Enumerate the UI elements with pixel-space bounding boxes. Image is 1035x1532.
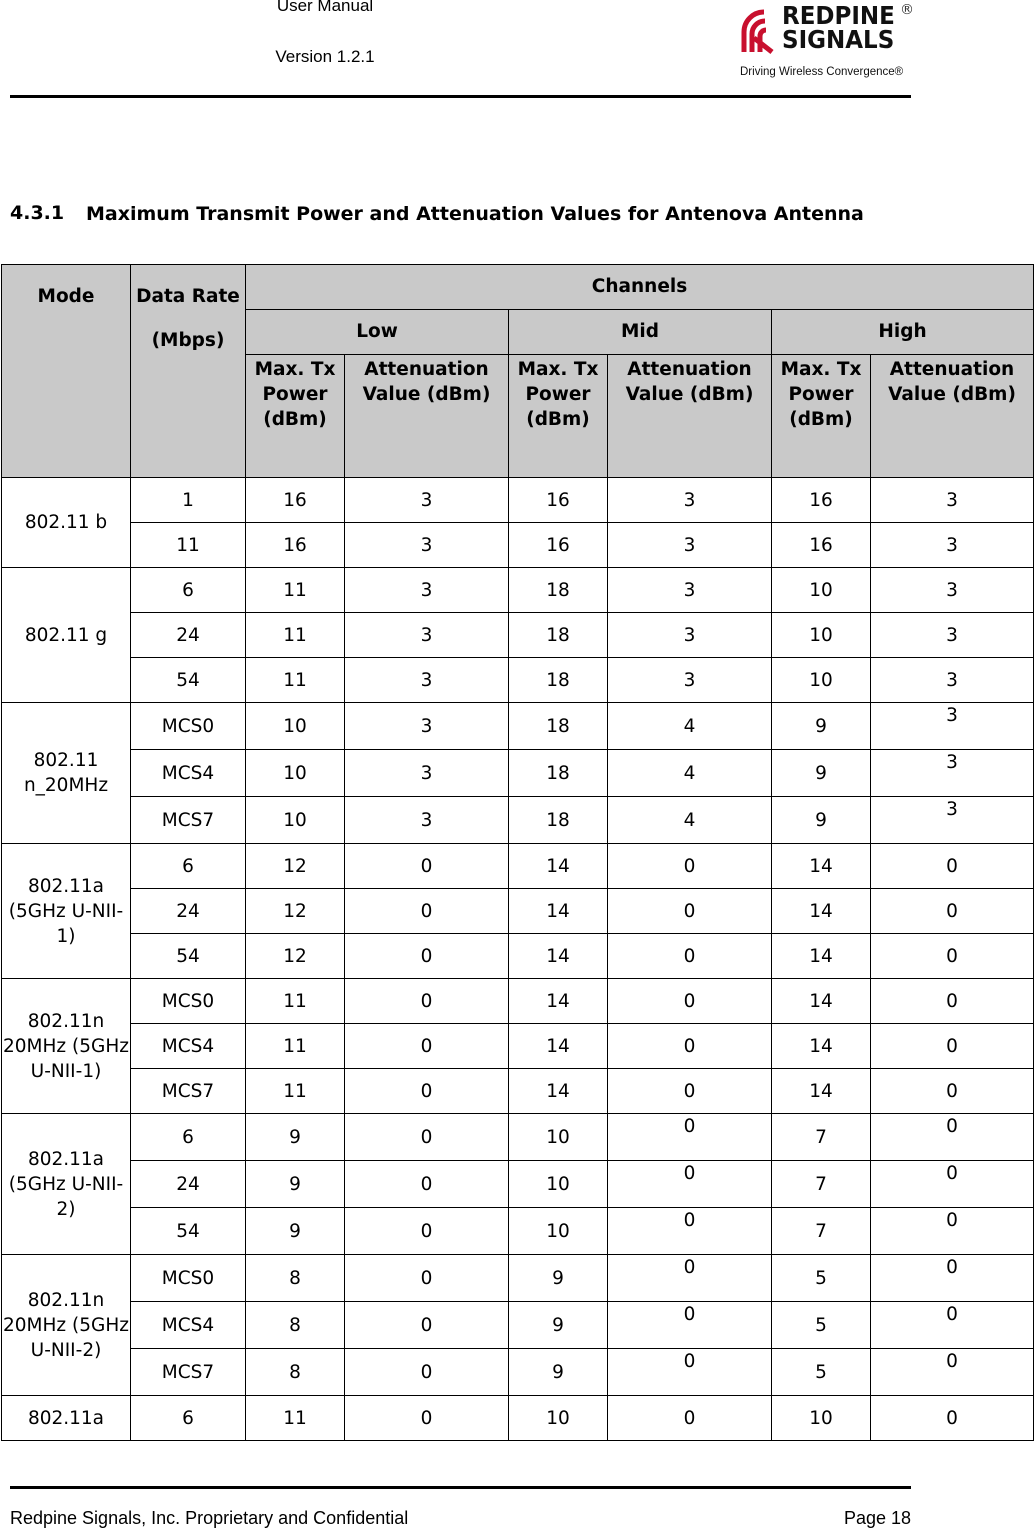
data-rate-cell: MCS4: [131, 1024, 246, 1069]
data-rate-cell: MCS7: [131, 1349, 246, 1396]
mode-cell: 802.11a (5GHz U-NII-2): [2, 1114, 131, 1255]
mid-attenuation-cell: 0: [608, 934, 772, 979]
high-power-cell: 14: [772, 979, 871, 1024]
high-power-cell: 14: [772, 844, 871, 889]
low-power-cell: 16: [246, 478, 345, 523]
table-body: [2, 478, 1034, 1441]
high-attenuation-cell: 3: [871, 478, 1034, 523]
data-rate-cell: MCS4: [131, 1302, 246, 1349]
high-attenuation-cell: 3: [871, 797, 1034, 844]
doc-version: Version 1.2.1: [275, 47, 375, 66]
mid-attenuation-cell: 0: [608, 1302, 772, 1349]
table-row: [2, 658, 1034, 703]
table-row: [2, 1114, 1034, 1161]
low-power-cell: 10: [246, 750, 345, 797]
mid-power-cell: 18: [509, 613, 608, 658]
mid-power-cell: 14: [509, 844, 608, 889]
logo-tagline: Driving Wireless Convergence®: [740, 66, 904, 78]
table-row: [2, 979, 1034, 1024]
high-power-cell: 14: [772, 889, 871, 934]
data-rate-cell: 54: [131, 1208, 246, 1255]
table-row: [2, 523, 1034, 568]
mid-power-cell: 14: [509, 934, 608, 979]
low-power-cell: 9: [246, 1208, 345, 1255]
col-header-low-attenuation: Attenuation Value (dBm): [345, 355, 509, 478]
high-power-cell: 7: [772, 1161, 871, 1208]
mid-attenuation-cell: 0: [608, 844, 772, 889]
data-rate-cell: 6: [131, 1396, 246, 1441]
mid-attenuation-cell: 3: [608, 658, 772, 703]
mid-power-cell: 14: [509, 889, 608, 934]
low-power-cell: 12: [246, 934, 345, 979]
high-power-cell: 7: [772, 1208, 871, 1255]
mode-cell: 802.11a: [2, 1396, 131, 1441]
low-attenuation-cell: 3: [345, 478, 509, 523]
mid-attenuation-cell: 0: [608, 1114, 772, 1161]
low-attenuation-cell: 3: [345, 703, 509, 750]
table-row: [2, 797, 1034, 844]
low-attenuation-cell: 0: [345, 934, 509, 979]
mid-attenuation-cell: 4: [608, 797, 772, 844]
low-attenuation-cell: 0: [345, 1396, 509, 1441]
table-row: [2, 934, 1034, 979]
table-row: [2, 1208, 1034, 1255]
mid-attenuation-cell: 0: [608, 1349, 772, 1396]
data-rate-cell: 6: [131, 568, 246, 613]
mid-attenuation-cell: 0: [608, 1161, 772, 1208]
col-header-low-power: Max. Tx Power (dBm): [246, 355, 345, 478]
high-power-cell: 16: [772, 478, 871, 523]
high-power-cell: 9: [772, 703, 871, 750]
mid-power-cell: 18: [509, 703, 608, 750]
low-power-cell: 8: [246, 1255, 345, 1302]
table-row: [2, 1161, 1034, 1208]
mid-attenuation-cell: 0: [608, 1208, 772, 1255]
high-power-cell: 10: [772, 658, 871, 703]
low-power-cell: 9: [246, 1114, 345, 1161]
col-header-data-rate: Data Rate (Mbps): [131, 265, 246, 478]
low-power-cell: 9: [246, 1161, 345, 1208]
mid-power-cell: 18: [509, 750, 608, 797]
mid-attenuation-cell: 0: [608, 889, 772, 934]
section-title: Maximum Transmit Power and Attenuation Values for Antenova Antenna: [86, 203, 864, 225]
mid-attenuation-cell: 0: [608, 1024, 772, 1069]
table-row: [2, 1349, 1034, 1396]
low-attenuation-cell: 3: [345, 658, 509, 703]
section-number: 4.3.1: [10, 202, 65, 224]
data-rate-cell: 6: [131, 844, 246, 889]
data-rate-cell: MCS0: [131, 703, 246, 750]
table-row: [2, 750, 1034, 797]
low-power-cell: 11: [246, 568, 345, 613]
high-power-cell: 9: [772, 750, 871, 797]
mid-power-cell: 10: [509, 1208, 608, 1255]
data-rate-cell: MCS0: [131, 1255, 246, 1302]
mode-cell: 802.11 g: [2, 568, 131, 703]
col-header-low: Low: [246, 310, 509, 355]
high-attenuation-cell: 3: [871, 750, 1034, 797]
table-row: [2, 568, 1034, 613]
high-attenuation-cell: 0: [871, 934, 1034, 979]
table-row: [2, 1024, 1034, 1069]
footer-rule: [10, 1486, 911, 1489]
high-attenuation-cell: 0: [871, 1396, 1034, 1441]
high-power-cell: 10: [772, 1396, 871, 1441]
high-attenuation-cell: 3: [871, 658, 1034, 703]
high-power-cell: 7: [772, 1114, 871, 1161]
low-attenuation-cell: 0: [345, 1302, 509, 1349]
high-power-cell: 5: [772, 1302, 871, 1349]
col-header-channels: Channels: [246, 265, 1034, 310]
mid-power-cell: 10: [509, 1161, 608, 1208]
high-power-cell: 10: [772, 613, 871, 658]
mid-power-cell: 10: [509, 1396, 608, 1441]
low-attenuation-cell: 0: [345, 844, 509, 889]
high-attenuation-cell: 3: [871, 613, 1034, 658]
mid-power-cell: 18: [509, 658, 608, 703]
high-attenuation-cell: 0: [871, 1208, 1034, 1255]
high-power-cell: 9: [772, 797, 871, 844]
low-attenuation-cell: 0: [345, 1255, 509, 1302]
high-attenuation-cell: 0: [871, 979, 1034, 1024]
mid-power-cell: 14: [509, 1069, 608, 1114]
data-rate-cell: MCS0: [131, 979, 246, 1024]
high-attenuation-cell: 3: [871, 703, 1034, 750]
mid-attenuation-cell: 0: [608, 1255, 772, 1302]
mid-power-cell: 10: [509, 1114, 608, 1161]
mid-attenuation-cell: 0: [608, 1396, 772, 1441]
low-power-cell: 12: [246, 889, 345, 934]
high-attenuation-cell: 0: [871, 1024, 1034, 1069]
company-logo: [740, 1, 915, 82]
page-number: Page 18: [843, 1508, 911, 1528]
low-attenuation-cell: 0: [345, 979, 509, 1024]
header-rule: [10, 95, 911, 98]
high-attenuation-cell: 0: [871, 1161, 1034, 1208]
low-attenuation-cell: 3: [345, 523, 509, 568]
high-power-cell: 14: [772, 934, 871, 979]
mid-attenuation-cell: 0: [608, 1069, 772, 1114]
mid-attenuation-cell: 3: [608, 523, 772, 568]
high-power-cell: 10: [772, 568, 871, 613]
col-header-high: High: [772, 310, 1034, 355]
high-attenuation-cell: 3: [871, 523, 1034, 568]
mode-cell: 802.11 b: [2, 478, 131, 568]
high-attenuation-cell: 0: [871, 844, 1034, 889]
low-power-cell: 8: [246, 1302, 345, 1349]
data-rate-cell: MCS4: [131, 750, 246, 797]
doc-title: User Manual: [276, 0, 374, 15]
low-power-cell: 10: [246, 703, 345, 750]
mid-attenuation-cell: 4: [608, 703, 772, 750]
data-rate-cell: 11: [131, 523, 246, 568]
low-power-cell: 8: [246, 1349, 345, 1396]
low-attenuation-cell: 3: [345, 797, 509, 844]
data-rate-cell: 24: [131, 613, 246, 658]
data-rate-cell: 24: [131, 1161, 246, 1208]
data-rate-cell: MCS7: [131, 797, 246, 844]
high-attenuation-cell: 0: [871, 889, 1034, 934]
high-attenuation-cell: 0: [871, 1349, 1034, 1396]
mid-attenuation-cell: 3: [608, 568, 772, 613]
low-power-cell: 11: [246, 1069, 345, 1114]
high-power-cell: 14: [772, 1069, 871, 1114]
mode-cell: 802.11 n_20MHz: [2, 703, 131, 844]
col-header-mid-power: Max. Tx Power (dBm): [509, 355, 608, 478]
high-power-cell: 14: [772, 1024, 871, 1069]
low-power-cell: 10: [246, 797, 345, 844]
table-row: [2, 889, 1034, 934]
mid-attenuation-cell: 3: [608, 478, 772, 523]
mid-power-cell: 9: [509, 1302, 608, 1349]
high-power-cell: 5: [772, 1255, 871, 1302]
mid-power-cell: 18: [509, 568, 608, 613]
low-attenuation-cell: 0: [345, 1024, 509, 1069]
mid-attenuation-cell: 0: [608, 979, 772, 1024]
low-power-cell: 12: [246, 844, 345, 889]
mid-power-cell: 14: [509, 1024, 608, 1069]
high-attenuation-cell: 0: [871, 1302, 1034, 1349]
col-header-high-power: Max. Tx Power (dBm): [772, 355, 871, 478]
table-row: [2, 844, 1034, 889]
mode-cell: 802.11a (5GHz U-NII-1): [2, 844, 131, 979]
col-header-mode: Mode: [2, 265, 131, 478]
mid-power-cell: 16: [509, 478, 608, 523]
mid-power-cell: 16: [509, 523, 608, 568]
low-attenuation-cell: 0: [345, 1069, 509, 1114]
table-row: [2, 703, 1034, 750]
data-rate-cell: 1: [131, 478, 246, 523]
low-power-cell: 11: [246, 613, 345, 658]
mid-power-cell: 18: [509, 797, 608, 844]
mode-cell: 802.11n 20MHz (5GHz U-NII-2): [2, 1255, 131, 1396]
data-rate-cell: 24: [131, 889, 246, 934]
low-attenuation-cell: 0: [345, 1161, 509, 1208]
high-attenuation-cell: 0: [871, 1255, 1034, 1302]
low-attenuation-cell: 3: [345, 750, 509, 797]
mid-attenuation-cell: 3: [608, 613, 772, 658]
data-rate-cell: 54: [131, 934, 246, 979]
redpine-logo-icon: [740, 8, 776, 54]
registered-mark: ®: [900, 2, 914, 18]
low-power-cell: 11: [246, 1024, 345, 1069]
col-header-mid-attenuation: Attenuation Value (dBm): [608, 355, 772, 478]
high-power-cell: 16: [772, 523, 871, 568]
table-row: [2, 1069, 1034, 1114]
data-rate-cell: 54: [131, 658, 246, 703]
mode-cell: 802.11n 20MHz (5GHz U-NII-1): [2, 979, 131, 1114]
low-attenuation-cell: 0: [345, 1208, 509, 1255]
mid-power-cell: 9: [509, 1349, 608, 1396]
table-row: [2, 1255, 1034, 1302]
table-row: [2, 613, 1034, 658]
data-rate-cell: MCS7: [131, 1069, 246, 1114]
low-power-cell: 11: [246, 1396, 345, 1441]
high-attenuation-cell: 0: [871, 1114, 1034, 1161]
high-power-cell: 5: [772, 1349, 871, 1396]
low-power-cell: 11: [246, 979, 345, 1024]
table-row: [2, 1396, 1034, 1441]
mid-power-cell: 14: [509, 979, 608, 1024]
mid-power-cell: 9: [509, 1255, 608, 1302]
power-attenuation-table: [1, 264, 1034, 1441]
low-attenuation-cell: 0: [345, 1114, 509, 1161]
mid-attenuation-cell: 4: [608, 750, 772, 797]
high-attenuation-cell: 3: [871, 568, 1034, 613]
high-attenuation-cell: 0: [871, 1069, 1034, 1114]
low-attenuation-cell: 0: [345, 889, 509, 934]
col-header-high-attenuation: Attenuation Value (dBm): [871, 355, 1034, 478]
data-rate-cell: 6: [131, 1114, 246, 1161]
table-row: [2, 1302, 1034, 1349]
col-header-mid: Mid: [509, 310, 772, 355]
footer-confidential: Redpine Signals, Inc. Proprietary and Confidential: [10, 1508, 409, 1528]
logo-wordmark: REDPINE SIGNALS: [782, 1, 895, 54]
low-attenuation-cell: 3: [345, 568, 509, 613]
low-attenuation-cell: 0: [345, 1349, 509, 1396]
low-power-cell: 11: [246, 658, 345, 703]
table-row: [2, 478, 1034, 523]
low-power-cell: 16: [246, 523, 345, 568]
low-attenuation-cell: 3: [345, 613, 509, 658]
